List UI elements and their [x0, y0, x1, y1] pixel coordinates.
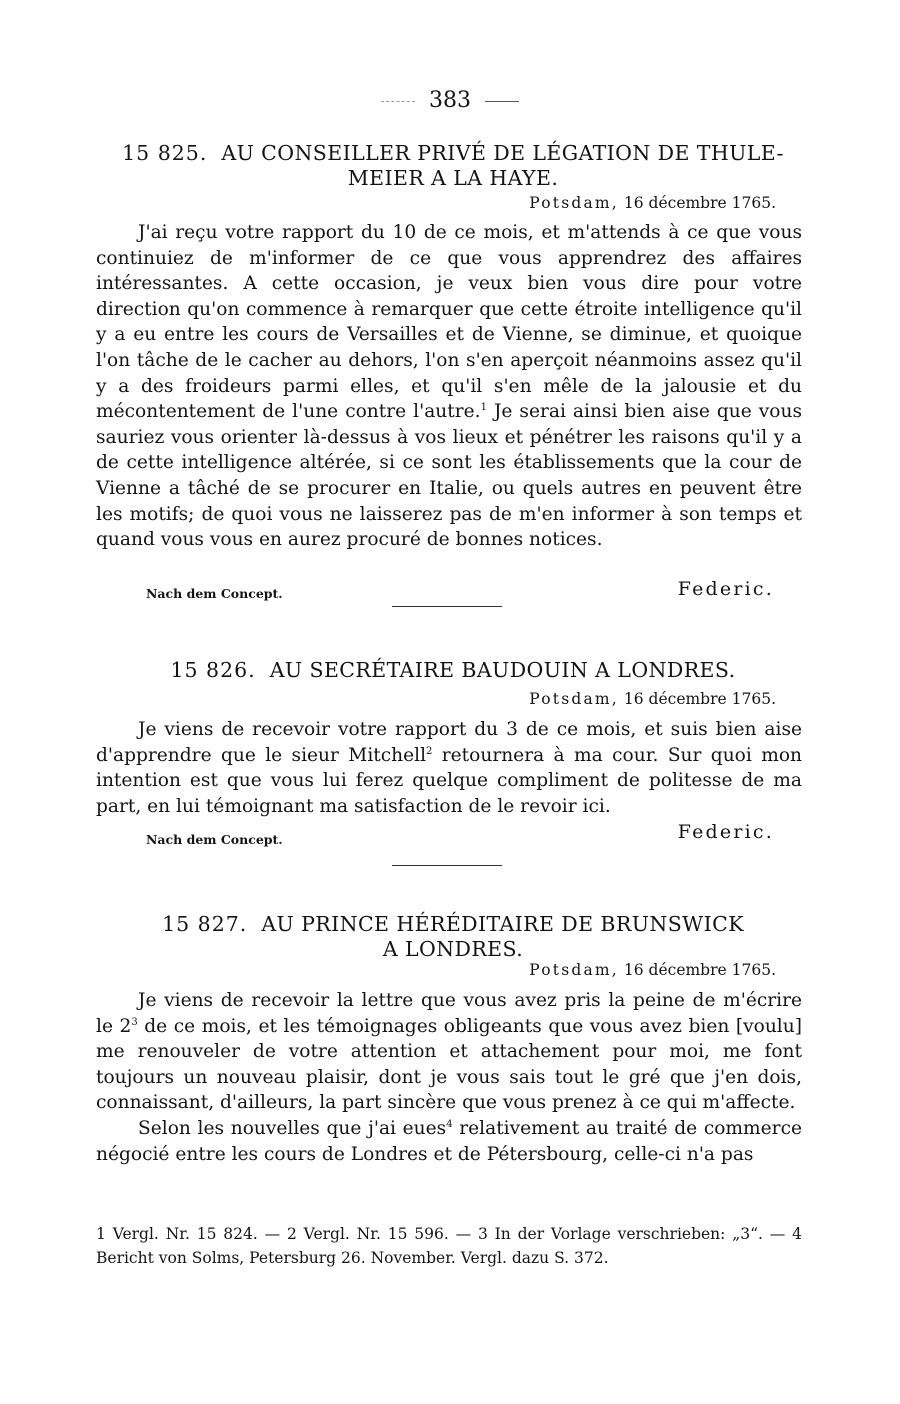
- dateline-place: Potsdam,: [529, 690, 619, 708]
- dateline-date: 16 décembre 1765.: [623, 961, 776, 979]
- letter-recipient-cont: MEIER A LA HAYE.: [347, 166, 559, 190]
- letter-text: J'ai reçu votre rapport du 10 de ce mois, et m'attends à ce que vous continuiez de m'informer de ce que vous apprendrez des affaires intéressantes. A cette occasion, je veux bien vous dire pour votre direction qu'on commence à remarquer que cette étroite intelligence qu'il y a eu entre les cours de Versailles et de Vienne, se diminue, et quoique l'on tâche de le cacher au dehors, l'on s'en aperçoit néanmoins assez qu'il y a des froideurs parmi elles, et qu'il s'en mêle de la jalousie et du mécontentement de l'une contre l'autre.: [96, 222, 802, 423]
- letter-number: 15 825.: [122, 141, 208, 165]
- footnote-mark: 1: [480, 402, 487, 414]
- letter-recipient: AU CONSEILLER PRIVÉ DE LÉGATION DE THULE-: [221, 141, 784, 165]
- letter-heading: [108, 912, 798, 962]
- letter-number: 15 826.: [170, 658, 256, 682]
- dateline: [529, 690, 776, 708]
- section-separator: [392, 865, 502, 866]
- letter-heading: [108, 658, 798, 683]
- letter-text-cont: Je serai ainsi bien aise que vous sauriez vous orienter là-dessus à vos lieux et pénétrer les raisons qu'il y a de cette intelligence altérée, si ce sont les établissements que la cour de Vienne a tâché de se procurer en Italie, ou quels autres en peuvent être les motifs; de quoi vous ne laisserez pas de m'en informer à son temps et quand vous vous en aurez procuré de bonnes notices.: [96, 401, 802, 551]
- letter-body: [96, 988, 802, 1167]
- page-number-line: [0, 88, 900, 113]
- dateline-place: Potsdam,: [529, 961, 619, 979]
- letter-text: Je viens de recevoir votre rapport du 3 de ce mois, et suis bien aise d'apprendre que le sieur Mitchell: [96, 719, 802, 766]
- footnote-mark: 4: [446, 1118, 453, 1130]
- letter-text-cont: de ce mois, et les témoignages obligeants que vous avez bien [voulu] me renouveler de votre attention et attachement pour moi, me font toujours un nouveau plaisir, dont je vous sais tout le gré que j'en dois, connaissant, d'ailleurs, la part sincère que vous prenez à ce qui m'affecte.: [96, 1015, 802, 1114]
- dateline: [529, 961, 776, 979]
- letter-recipient-cont: A LONDRES.: [382, 937, 524, 961]
- dateline-date: 16 décembre 1765.: [623, 690, 776, 708]
- letter-body: [96, 717, 802, 819]
- dateline-date: 16 décembre 1765.: [623, 194, 776, 212]
- dateline: [529, 194, 776, 212]
- letter-text-para2-cont: relativement au traité de commerce négocié entre les cours de Londres et de Pétersbourg, celle-ci n'a pas: [96, 1117, 802, 1165]
- signature: Federic.: [677, 578, 774, 600]
- signature: Federic.: [677, 821, 774, 843]
- footnotes: 1 Vergl. Nr. 15 824. — 2 Vergl. Nr. 15 596. — 3 In der Vorlage verschrieben: „3“. — 4 Bericht von Solms, Petersburg 26. November. Vergl. dazu S. 372.: [96, 1225, 802, 1267]
- letter-text-para2: Selon les nouvelles que j'ai eues: [138, 1117, 447, 1139]
- page-number: 383: [429, 88, 471, 113]
- letter-body: [96, 220, 802, 553]
- letter-number: 15 827.: [162, 912, 248, 936]
- footnote-mark: 2: [426, 745, 433, 757]
- letter-text-cont: retournera à ma cour. Sur quoi mon intention est que vous lui ferez quelque compliment de politesse de ma part, en lui témoignant ma satisfaction de le revoir ici.: [96, 744, 803, 817]
- letter-heading: [108, 141, 798, 191]
- footnote-mark: 3: [131, 1016, 138, 1028]
- section-separator: [392, 606, 502, 607]
- dateline-place: Potsdam,: [529, 194, 619, 212]
- letter-text: Je viens de recevoir la lettre que vous avez pris la peine de m'écrire le 2: [96, 990, 802, 1037]
- decorative-dash: [381, 101, 415, 102]
- source-note: Nach dem Concept.: [146, 832, 283, 847]
- letter-recipient: AU PRINCE HÉRÉDITAIRE DE BRUNSWICK: [261, 912, 744, 936]
- source-note: Nach dem Concept.: [146, 586, 283, 601]
- letter-recipient: AU SECRÉTAIRE BAUDOUIN A LONDRES.: [269, 658, 736, 682]
- decorative-dash: [485, 101, 519, 102]
